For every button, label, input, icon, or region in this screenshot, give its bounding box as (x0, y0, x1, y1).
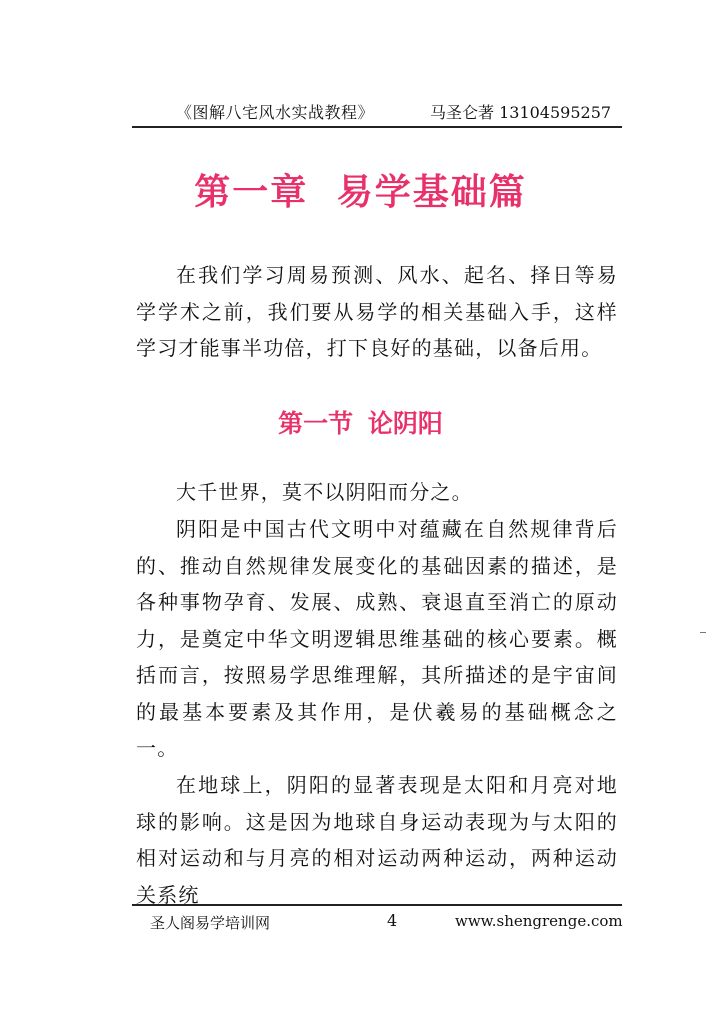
running-header (132, 96, 622, 128)
body-paragraph-3: 在地球上，阴阳的显著表现是太阳和月亮对地球的影响。这是因为地球自身运动表现为与太阳的相对运动和与月亮的相对运动两种运动，两种运动关系统 (136, 773, 618, 907)
body-paragraph-1: 大千世界，莫不以阴阳而分之。 (176, 480, 473, 504)
book-title: 《图解八宅风水实战教程》 (176, 103, 375, 122)
intro-paragraph: 在我们学习周易预测、风水、起名、择日等易学学术之前，我们要从易学的相关基础入手，这样学习才能事半功倍，打下良好的基础，以备后用。 (136, 263, 618, 360)
footer-url: www.shengrenge.com (455, 912, 623, 930)
scan-mark (700, 632, 706, 633)
author-contact: 马圣仑著 13104595257 (430, 103, 612, 122)
running-footer (132, 904, 622, 938)
footer-site-name: 圣人阁易学培训网 (150, 914, 271, 932)
body-paragraph-2: 阴阳是中国古代文明中对蕴藏在自然规律背后的、推动自然规律发展变化的基础因素的描述，是各种事物孕育、发展、成熟、衰退直至消亡的原动力，是奠定中华文明逻辑思维基础的核心要素。概括而言，按照易学思维理解，其所描述的是宇宙间的最基本要素及其作用，是伏羲易的基础概念之一。 (136, 517, 618, 760)
page-number: 4 (387, 911, 398, 930)
section-title: 第一节 论阴阳 (278, 409, 443, 438)
chapter-title: 第一章 易学基础篇 (194, 171, 527, 213)
